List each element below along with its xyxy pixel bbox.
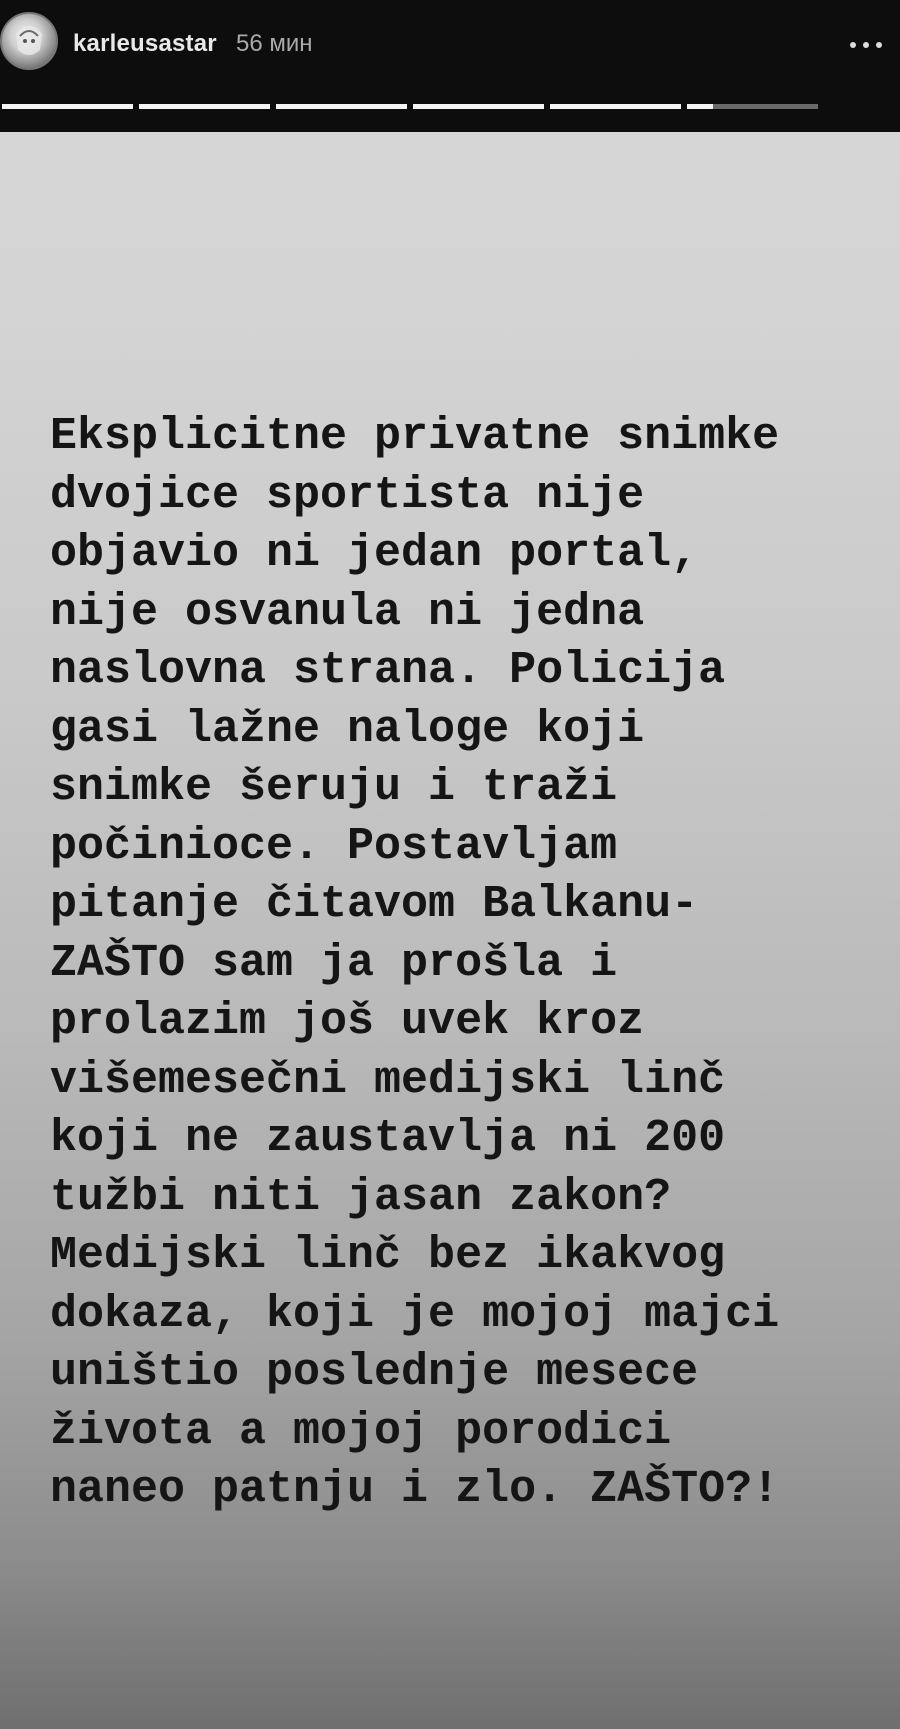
story-line: gasi lažne naloge koji (50, 703, 645, 755)
story-line: pitanje čitavom Balkanu- (50, 879, 699, 930)
story-line: ZAŠTO sam ja prošla i (50, 937, 618, 989)
story-line: nije osvanula ni jedna (50, 586, 645, 638)
avatar[interactable] (0, 12, 58, 70)
progress-fill (687, 104, 713, 109)
story-line: počinioce. Postavljam (50, 820, 618, 872)
avatar-image-icon (2, 14, 56, 68)
story-line: života a mojoj porodici (50, 1405, 672, 1457)
story-line: tužbi niti jasan zakon? (50, 1171, 672, 1223)
progress-segment (413, 104, 544, 109)
story-line: Eksplicitne privatne snimke (50, 411, 780, 462)
username[interactable]: karleusastar (73, 30, 217, 57)
story-line: naneo patnju i zlo. ZAŠTO?! (50, 1464, 780, 1515)
story-line: objavio ni jedan portal, (50, 528, 699, 579)
more-dots-icon[interactable] (846, 26, 886, 62)
story-progress-bar (0, 104, 900, 110)
post-time: 56 мин (236, 30, 313, 57)
story-line: prolazim još uvek kroz (50, 996, 645, 1047)
story-line: dvojice sportista nije (50, 469, 645, 521)
progress-segment (550, 104, 681, 109)
story-line: uništio poslednje mesece (50, 1347, 699, 1398)
story-line: Medijski linč bez ikakvog (50, 1230, 726, 1281)
story-text (50, 408, 880, 1520)
progress-segment (2, 104, 133, 109)
story-line: dokaza, koji je mojoj majci (50, 1288, 780, 1340)
story-line: višemesečni medijski linč (50, 1054, 726, 1106)
story-header (0, 0, 900, 132)
progress-segment (139, 104, 270, 109)
progress-segment (276, 104, 407, 109)
story-line: koji ne zaustavlja ni 200 (50, 1113, 726, 1164)
progress-segment-current (687, 104, 818, 109)
story-line: snimke šeruju i traži (50, 762, 618, 813)
story-line: naslovna strana. Policija (50, 645, 726, 696)
